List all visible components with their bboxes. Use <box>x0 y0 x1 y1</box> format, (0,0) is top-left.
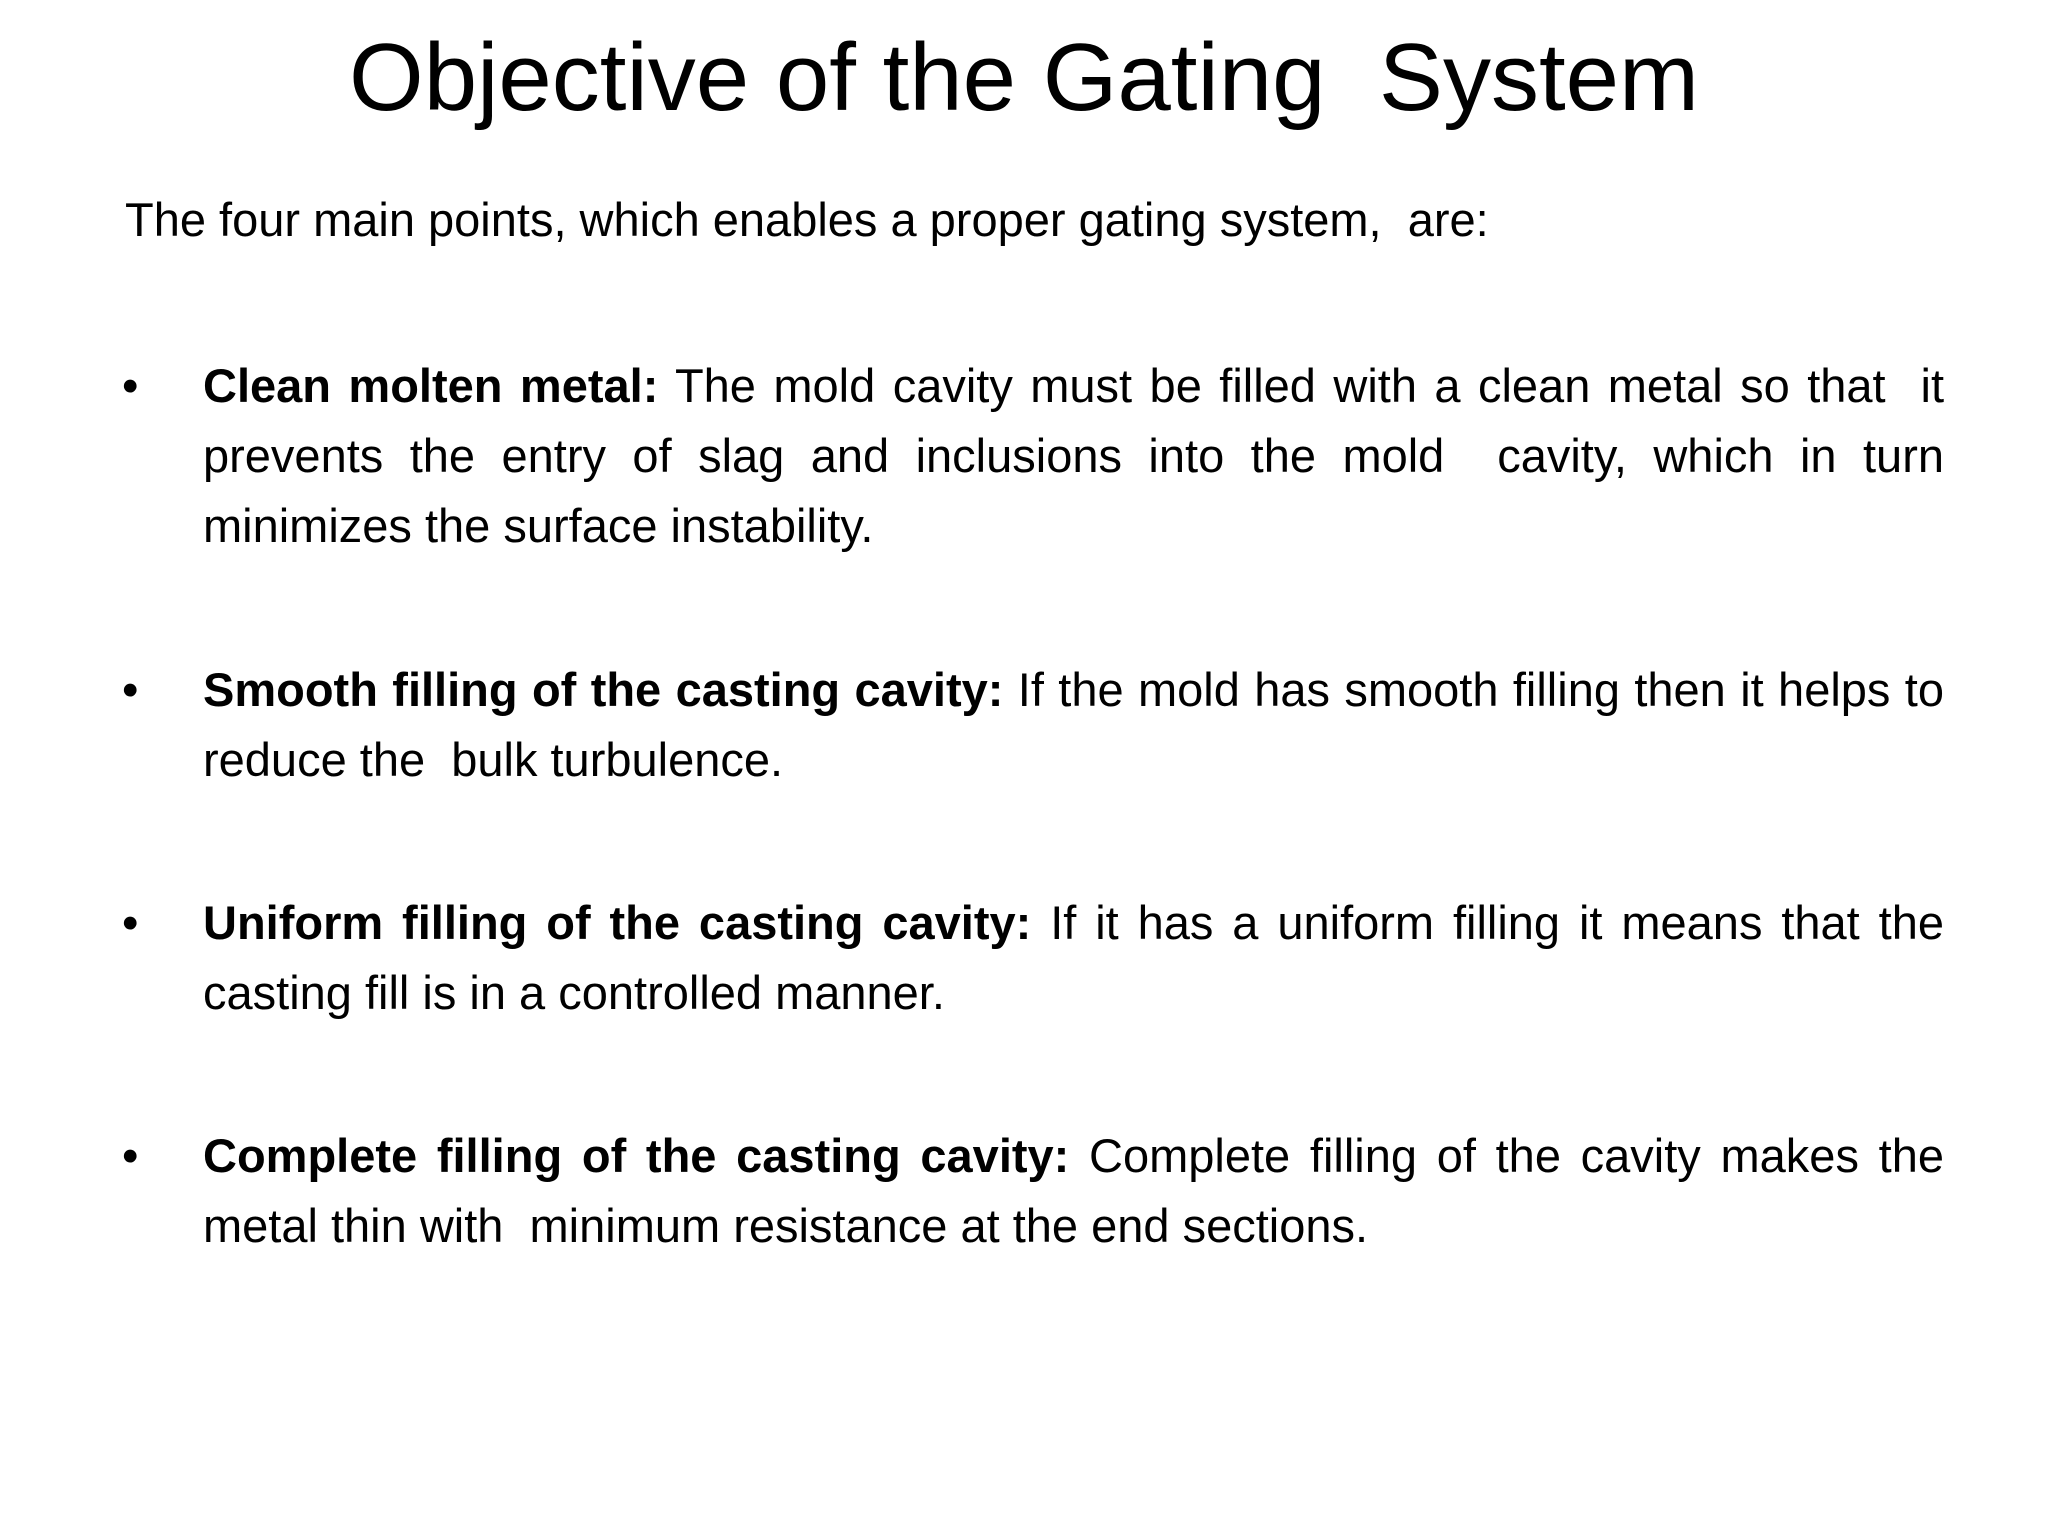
bullet-text <box>203 351 1958 561</box>
bullet-heading: Smooth filling of the casting cavity: <box>203 663 1004 716</box>
bullet-body: Complete filling of the cavity makes the metal thin with minimum resistance at the end sections. <box>203 1129 1958 1252</box>
bullet-icon: • <box>122 896 139 949</box>
intro-text: The four main points, which enables a proper gating system, are: <box>125 193 1489 246</box>
bullet-icon: • <box>122 359 139 412</box>
bullet-text <box>203 655 1958 795</box>
bullet-body: If it has a uniform filling it means that the casting fill is in a controlled manner. <box>203 896 1958 1019</box>
bullet-text <box>203 1121 1958 1261</box>
bullet-body: The mold cavity must be filled with a clean metal so that it prevents the entry of slag and inclusions into the mold cavity, which in turn minimizes the surface instability. <box>203 359 1958 552</box>
bullet-heading: Complete filling of the casting cavity: <box>203 1129 1070 1182</box>
bullet-heading: Uniform filling of the casting cavity: <box>203 896 1032 949</box>
bullet-heading: Clean molten metal: <box>203 359 659 412</box>
bullet-icon: • <box>122 663 139 716</box>
bullet-text <box>203 888 1958 1028</box>
slide-title: Objective of the Gating System <box>349 24 1699 131</box>
bullet-body: If the mold has smooth filling then it helps to reduce the bulk turbulence. <box>203 663 1958 786</box>
bullet-icon: • <box>122 1129 139 1182</box>
